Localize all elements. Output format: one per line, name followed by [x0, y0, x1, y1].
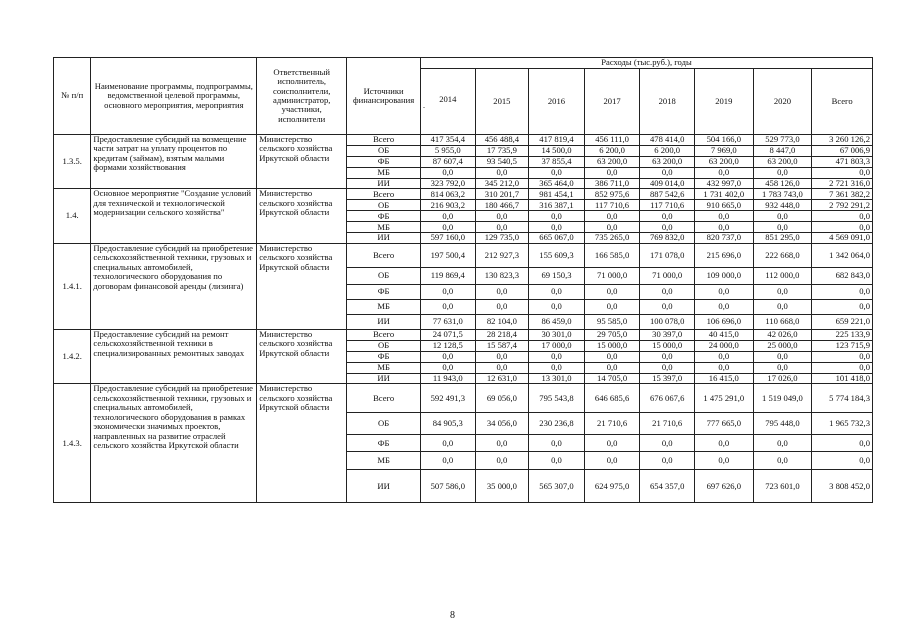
year-value: 646 685,6: [584, 384, 640, 413]
total-value: 659 221,0: [812, 314, 873, 329]
year-value: 0,0: [694, 211, 753, 222]
year-value: 0,0: [529, 168, 585, 179]
year-value: 345 212,0: [475, 179, 529, 189]
year-value: 852 975,6: [584, 189, 640, 200]
year-value: 63 200,0: [694, 157, 753, 168]
year-value: 654 357,0: [640, 470, 695, 503]
year-value: 0,0: [475, 222, 529, 233]
year-value: 0,0: [475, 211, 529, 222]
year-value: 0,0: [421, 211, 476, 222]
year-value: 0,0: [753, 435, 812, 452]
year-value: 932 448,0: [753, 200, 812, 211]
year-value: 24 071,5: [421, 329, 476, 340]
year-value: 386 711,0: [584, 179, 640, 189]
year-value: 25 000,0: [753, 340, 812, 351]
total-value: 225 133,9: [812, 329, 873, 340]
year-value: 432 997,0: [694, 179, 753, 189]
funding-source: ФБ: [347, 157, 421, 168]
funding-source: ФБ: [347, 435, 421, 452]
year-value: 95 585,0: [584, 314, 640, 329]
header-responsible: Ответственный исполнитель, соисполнители, администратор, участники, исполнители: [257, 58, 347, 135]
year-value: 504 166,0: [694, 135, 753, 146]
year-value: 0,0: [529, 222, 585, 233]
year-value: 69 150,3: [529, 267, 585, 284]
header-year: 2019: [694, 69, 753, 135]
table-row: [54, 243, 873, 267]
year-value: 1 475 291,0: [694, 384, 753, 413]
year-value: 820 737,0: [694, 233, 753, 243]
year-value: 0,0: [421, 351, 476, 362]
year-value: 0,0: [753, 211, 812, 222]
year-value: 417 354,4: [421, 135, 476, 146]
funding-source: ОБ: [347, 200, 421, 211]
header-sources: Источники финансирования: [347, 58, 421, 135]
year-value: 0,0: [694, 452, 753, 470]
total-value: 67 006,9: [812, 146, 873, 157]
year-value: 34 056,0: [475, 413, 529, 435]
year-value: 0,0: [694, 362, 753, 373]
year-value: 171 078,0: [640, 243, 695, 267]
header-year: 2018: [640, 69, 695, 135]
total-value: 0,0: [812, 222, 873, 233]
year-value: 565 307,0: [529, 470, 585, 503]
year-value: 795 448,0: [753, 413, 812, 435]
year-value: 30 397,0: [640, 329, 695, 340]
measure-name: Основное мероприятие "Создание условий для технической и технологической модернизации сельского хозяйства": [91, 189, 257, 243]
total-value: 0,0: [812, 452, 873, 470]
funding-source: Всего: [347, 243, 421, 267]
year-value: 0,0: [584, 284, 640, 299]
year-value: 910 665,0: [694, 200, 753, 211]
year-value: 0,0: [529, 452, 585, 470]
year-value: 130 823,3: [475, 267, 529, 284]
year-value: 887 542,6: [640, 189, 695, 200]
year-value: 0,0: [640, 211, 695, 222]
year-value: 215 696,0: [694, 243, 753, 267]
year-value: 981 454,1: [529, 189, 585, 200]
header-total: Всего: [812, 69, 873, 135]
year-value: 230 236,8: [529, 413, 585, 435]
row-number: 1.4.2.: [54, 329, 91, 383]
year-value: 0,0: [753, 222, 812, 233]
funding-source: ОБ: [347, 267, 421, 284]
year-value: 0,0: [475, 299, 529, 314]
year-value: 0,0: [753, 168, 812, 179]
year-value: 109 000,0: [694, 267, 753, 284]
total-value: 2 721 316,0: [812, 179, 873, 189]
total-value: 1 342 064,0: [812, 243, 873, 267]
funding-source: МБ: [347, 362, 421, 373]
year-value: 814 063,2: [421, 189, 476, 200]
table-row: [54, 189, 873, 200]
year-value: 0,0: [753, 284, 812, 299]
year-value: 35 000,0: [475, 470, 529, 503]
funding-source: ФБ: [347, 284, 421, 299]
year-value: 0,0: [753, 299, 812, 314]
year-value: 0,0: [475, 284, 529, 299]
year-value: 166 585,0: [584, 243, 640, 267]
year-value: 0,0: [475, 362, 529, 373]
total-value: 3 260 126,2: [812, 135, 873, 146]
funding-source: ОБ: [347, 340, 421, 351]
year-value: 0,0: [640, 299, 695, 314]
year-value: 8 447,0: [753, 146, 812, 157]
year-value: 592 491,3: [421, 384, 476, 413]
total-value: 4 569 091,0: [812, 233, 873, 243]
year-value: 0,0: [421, 168, 476, 179]
year-value: 11 943,0: [421, 373, 476, 383]
funding-source: МБ: [347, 452, 421, 470]
total-value: 7 361 382,2: [812, 189, 873, 200]
year-value: 851 295,0: [753, 233, 812, 243]
header-expenses: Расходы (тыс.руб.), годы: [421, 58, 873, 69]
funding-source: Всего: [347, 384, 421, 413]
responsible-executor: Министерство сельского хозяйства Иркутской области: [257, 329, 347, 383]
responsible-executor: Министерство сельского хозяйства Иркутской области: [257, 189, 347, 243]
year-value: 0,0: [694, 299, 753, 314]
year-value: 180 466,7: [475, 200, 529, 211]
year-value: 63 200,0: [584, 157, 640, 168]
funding-source: ИИ: [347, 233, 421, 243]
header-year: 2016: [529, 69, 585, 135]
year-value: 0,0: [421, 299, 476, 314]
year-value: 119 869,4: [421, 267, 476, 284]
funding-source: ИИ: [347, 314, 421, 329]
responsible-executor: Министерство сельского хозяйства Иркутской области: [257, 243, 347, 329]
year-value: 409 014,0: [640, 179, 695, 189]
year-value: 0,0: [640, 435, 695, 452]
year-value: 310 201,7: [475, 189, 529, 200]
year-value: 529 773,0: [753, 135, 812, 146]
year-value: 0,0: [584, 435, 640, 452]
year-value: 456 111,0: [584, 135, 640, 146]
year-value: 0,0: [753, 351, 812, 362]
year-value: 21 710,6: [640, 413, 695, 435]
funding-source: Всего: [347, 329, 421, 340]
year-value: 30 301,0: [529, 329, 585, 340]
year-value: 222 668,0: [753, 243, 812, 267]
year-value: 769 832,0: [640, 233, 695, 243]
year-value: 24 000,0: [694, 340, 753, 351]
year-value: 0,0: [584, 351, 640, 362]
year-value: 0,0: [529, 284, 585, 299]
year-value: 110 668,0: [753, 314, 812, 329]
year-value: 0,0: [640, 222, 695, 233]
year-value: 0,0: [584, 211, 640, 222]
year-value: 63 200,0: [640, 157, 695, 168]
year-value: 106 696,0: [694, 314, 753, 329]
year-value: 0,0: [753, 452, 812, 470]
year-value: 29 705,0: [584, 329, 640, 340]
year-value: 0,0: [475, 435, 529, 452]
year-value: 0,0: [529, 362, 585, 373]
funding-source: ОБ: [347, 413, 421, 435]
header-year: 2014 .: [421, 69, 476, 135]
year-value: 316 387,1: [529, 200, 585, 211]
year-value: 0,0: [640, 362, 695, 373]
total-value: 123 715,9: [812, 340, 873, 351]
financing-table: [53, 57, 873, 503]
year-value: 15 397,0: [640, 373, 695, 383]
funding-source: МБ: [347, 222, 421, 233]
year-value: 17 026,0: [753, 373, 812, 383]
total-value: 101 418,0: [812, 373, 873, 383]
header-name: Наименование программы, подпрограммы, ведомственной целевой программы, основного мероприятия, мероприятия: [91, 58, 257, 135]
year-value: 112 000,0: [753, 267, 812, 284]
total-value: 0,0: [812, 211, 873, 222]
year-value: 323 792,0: [421, 179, 476, 189]
table-row: [54, 135, 873, 146]
header-row-1: [54, 58, 873, 69]
year-value: 16 415,0: [694, 373, 753, 383]
year-value: 15 000,0: [640, 340, 695, 351]
year-value: 1 783 743,0: [753, 189, 812, 200]
year-value: 117 710,6: [640, 200, 695, 211]
year-value: 6 200,0: [640, 146, 695, 157]
year-value: 697 626,0: [694, 470, 753, 503]
year-value: 69 056,0: [475, 384, 529, 413]
year-value: 0,0: [694, 168, 753, 179]
year-value: 735 265,0: [584, 233, 640, 243]
funding-source: МБ: [347, 168, 421, 179]
header-year: 2017: [584, 69, 640, 135]
year-value: 456 488,4: [475, 135, 529, 146]
year-value: 0,0: [529, 435, 585, 452]
year-value: 507 586,0: [421, 470, 476, 503]
year-value: 0,0: [753, 362, 812, 373]
year-value: 37 855,4: [529, 157, 585, 168]
header-year: 2015: [475, 69, 529, 135]
year-value: 0,0: [421, 452, 476, 470]
funding-source: ФБ: [347, 351, 421, 362]
year-value: 86 459,0: [529, 314, 585, 329]
year-value: 0,0: [694, 222, 753, 233]
funding-source: ИИ: [347, 373, 421, 383]
year-value: 17 000,0: [529, 340, 585, 351]
year-value: 0,0: [475, 351, 529, 362]
header-num: № п/п: [54, 58, 91, 135]
year-value: 665 067,0: [529, 233, 585, 243]
year-value: 458 126,0: [753, 179, 812, 189]
total-value: 0,0: [812, 351, 873, 362]
total-value: 2 792 291,2: [812, 200, 873, 211]
total-value: 0,0: [812, 284, 873, 299]
funding-source: Всего: [347, 189, 421, 200]
year-value: 14 500,0: [529, 146, 585, 157]
year-value: 63 200,0: [753, 157, 812, 168]
measure-name: Предоставление субсидий на возмещение части затрат на уплату процентов по кредитам (займам), взятым малыми формами хозяйствования: [91, 135, 257, 189]
total-value: 3 808 452,0: [812, 470, 873, 503]
row-number: 1.3.5.: [54, 135, 91, 189]
table-body: [54, 135, 873, 503]
year-value: 15 587,4: [475, 340, 529, 351]
year-value: 21 710,6: [584, 413, 640, 435]
year-value: 417 819,4: [529, 135, 585, 146]
year-value: 777 665,0: [694, 413, 753, 435]
year-value: 100 078,0: [640, 314, 695, 329]
year-value: 0,0: [421, 435, 476, 452]
year-value: 0,0: [640, 168, 695, 179]
responsible-executor: Министерство сельского хозяйства Иркутской области: [257, 135, 347, 189]
measure-name: Предоставление субсидий на ремонт сельскохозяйственной техники в специализированных ремонтных заводах: [91, 329, 257, 383]
year-value: 478 414,0: [640, 135, 695, 146]
year-value: 6 200,0: [584, 146, 640, 157]
funding-source: МБ: [347, 299, 421, 314]
year-value: 1 731 402,0: [694, 189, 753, 200]
year-value: 84 905,3: [421, 413, 476, 435]
total-value: 5 774 184,3: [812, 384, 873, 413]
year-value: 71 000,0: [584, 267, 640, 284]
year-value: 597 160,0: [421, 233, 476, 243]
year-value: 77 631,0: [421, 314, 476, 329]
year-value: 82 104,0: [475, 314, 529, 329]
year-value: 0,0: [640, 351, 695, 362]
year-value: 676 067,6: [640, 384, 695, 413]
year-value: 0,0: [421, 284, 476, 299]
total-value: 1 965 732,3: [812, 413, 873, 435]
year-value: 0,0: [584, 168, 640, 179]
year-value: 17 735,9: [475, 146, 529, 157]
year-value: 5 955,0: [421, 146, 476, 157]
header-year: 2020: [753, 69, 812, 135]
year-value: 155 609,3: [529, 243, 585, 267]
year-value: 0,0: [694, 351, 753, 362]
year-value: 15 000,0: [584, 340, 640, 351]
row-number: 1.4.: [54, 189, 91, 243]
total-value: 682 843,0: [812, 267, 873, 284]
total-value: 0,0: [812, 168, 873, 179]
year-value: 71 000,0: [640, 267, 695, 284]
year-value: 40 415,0: [694, 329, 753, 340]
funding-source: ИИ: [347, 470, 421, 503]
measure-name: Предоставление субсидий на приобретение сельскохозяйственной техники, грузовых и специальных автомобилей, технологического оборудования по договорам финансовой аренды (лизинга): [91, 243, 257, 329]
year-value: 42 026,0: [753, 329, 812, 340]
table-row: [54, 329, 873, 340]
year-value: 93 540,5: [475, 157, 529, 168]
total-value: 0,0: [812, 299, 873, 314]
year-value: 0,0: [640, 452, 695, 470]
year-value: 0,0: [475, 452, 529, 470]
year-value: 12 128,5: [421, 340, 476, 351]
year-value: 365 464,0: [529, 179, 585, 189]
year-value: 13 301,0: [529, 373, 585, 383]
total-value: 0,0: [812, 435, 873, 452]
header-dot: .: [423, 101, 425, 111]
row-number: 1.4.1.: [54, 243, 91, 329]
year-value: 0,0: [421, 362, 476, 373]
measure-name: Предоставление субсидий на приобретение сельскохозяйственной техники, грузовых и специальных автомобилей, технологического оборудования в рамках экономически значимых проектов, направленных на развитие отраслей сельского хозяйства Иркутской области: [91, 384, 257, 503]
year-value: 14 705,0: [584, 373, 640, 383]
year-value: 28 218,4: [475, 329, 529, 340]
year-value: 0,0: [421, 222, 476, 233]
year-value: 0,0: [475, 168, 529, 179]
year-value: 0,0: [529, 351, 585, 362]
year-value: 0,0: [694, 435, 753, 452]
year-value: 624 975,0: [584, 470, 640, 503]
funding-source: ОБ: [347, 146, 421, 157]
total-value: 471 803,3: [812, 157, 873, 168]
funding-source: Всего: [347, 135, 421, 146]
year-value: 0,0: [584, 299, 640, 314]
year-value: 795 543,8: [529, 384, 585, 413]
year-value: 0,0: [529, 299, 585, 314]
year-value: 117 710,6: [584, 200, 640, 211]
table-row: [54, 384, 873, 413]
year-value: 0,0: [640, 284, 695, 299]
page-number: 8: [450, 610, 455, 621]
year-value: 0,0: [584, 362, 640, 373]
year-value: 0,0: [584, 222, 640, 233]
funding-source: ИИ: [347, 179, 421, 189]
year-value: 212 927,3: [475, 243, 529, 267]
year-value: 87 607,4: [421, 157, 476, 168]
year-value: 1 519 049,0: [753, 384, 812, 413]
year-value: 216 903,2: [421, 200, 476, 211]
year-value: 0,0: [694, 284, 753, 299]
year-value: 129 735,0: [475, 233, 529, 243]
year-value: 0,0: [584, 452, 640, 470]
responsible-executor: Министерство сельского хозяйства Иркутской области: [257, 384, 347, 503]
year-value: 12 631,0: [475, 373, 529, 383]
year-value: 0,0: [529, 211, 585, 222]
year-value: 197 500,4: [421, 243, 476, 267]
total-value: 0,0: [812, 362, 873, 373]
year-value: 7 969,0: [694, 146, 753, 157]
row-number: 1.4.3.: [54, 384, 91, 503]
funding-source: ФБ: [347, 211, 421, 222]
year-value: 723 601,0: [753, 470, 812, 503]
